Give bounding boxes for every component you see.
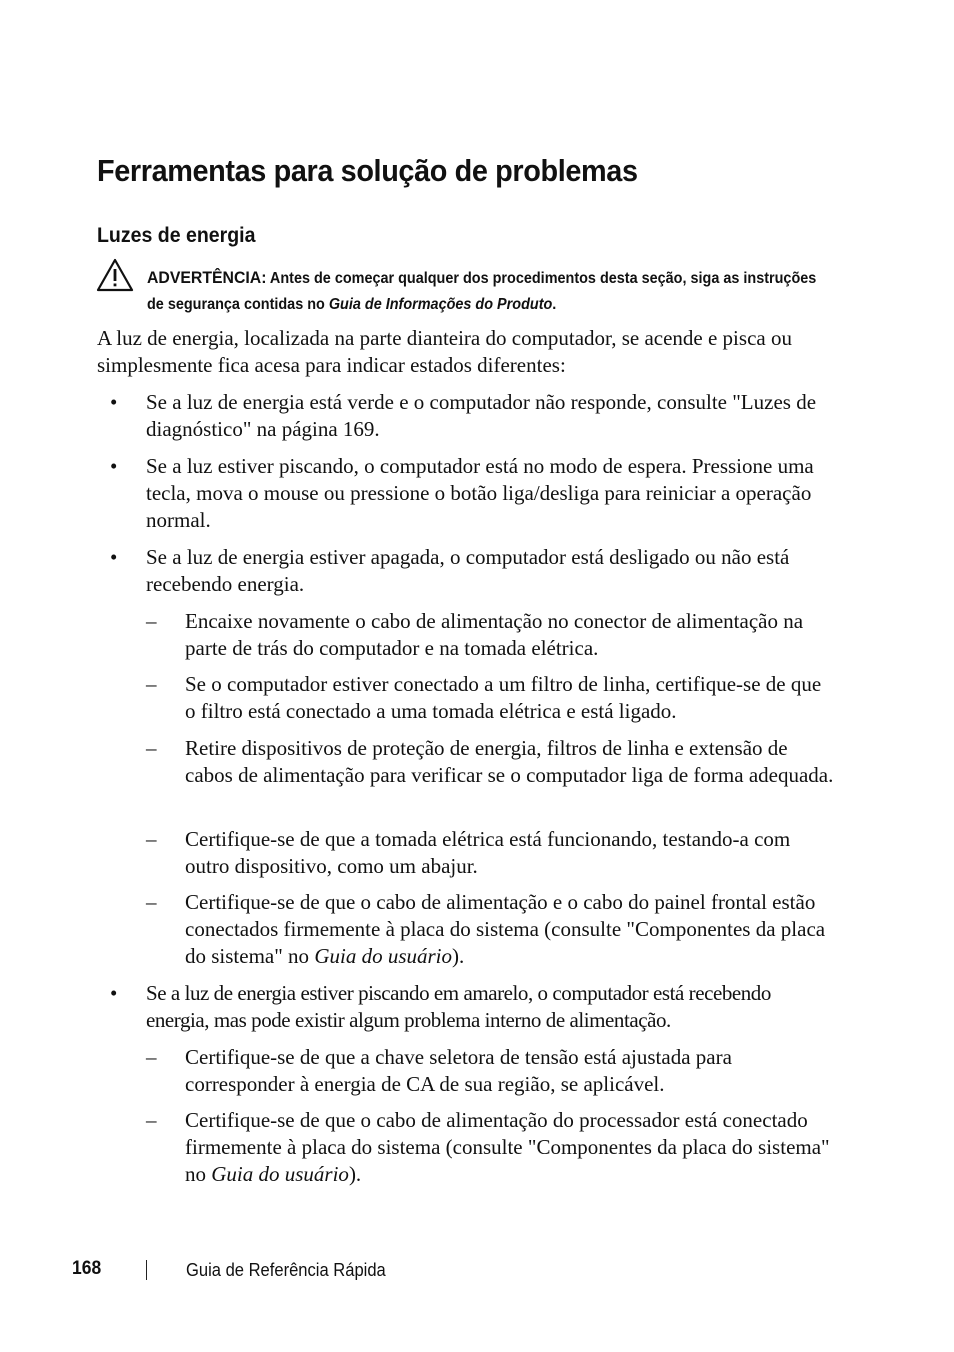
bullet-item-amber: Se a luz de energia estiver piscando em amarelo, o computador está recebendo energia, mas pode existir algum problema interno de alimentação. <box>146 981 771 1032</box>
sub-item-test-outlet: Certifique-se de que a tomada elétrica está funcionando, testando-a com outro dispositivo, como um abajur. <box>185 827 791 878</box>
dash-marker: – <box>146 890 157 914</box>
intro-paragraph: A luz de energia, localizada na parte dianteira do computador, se acende e pisca ou simplesmente fica acesa para indicar estados diferentes: <box>97 326 792 377</box>
sub-item-processor-cable <box>185 1107 835 1188</box>
warning-period: . <box>552 296 557 313</box>
warning-label: ADVERTÊNCIA: <box>147 268 267 287</box>
dash-marker: – <box>146 609 157 633</box>
sub-item-reconnect-cable: Encaixe novamente o cabo de alimentação no conector de alimentação na parte de trás do computador e na tomada elétrica. <box>185 609 804 660</box>
bullet-item-off: Se a luz de energia estiver apagada, o computador está desligado ou não está recebendo energia. <box>146 545 790 596</box>
warning-text: Antes de começar qualquer dos procedimentos desta seção, siga as instruções de segurança contidas no <box>147 270 817 313</box>
bullet-item-green: Se a luz de energia está verde e o computador não responde, consulte "Luzes de diagnóstico" na página 169. <box>146 390 817 441</box>
dash-marker: – <box>146 1045 157 1069</box>
sub-item-text: Certifique-se de que o cabo de alimentação do processador está conectado firmemente à placa do sistema (consulte "Componentes da placa do sistema" no <box>185 1108 830 1186</box>
dash-marker: – <box>146 827 157 851</box>
sub-item-remove-protection: Retire dispositivos de proteção de energia, filtros de linha e extensão de cabos de alimentação para verificar se o computador liga de forma adequada. <box>185 736 834 787</box>
dash-marker: – <box>146 736 157 760</box>
sub-item-text-end: ). <box>348 1162 362 1186</box>
bullet-item-blinking: Se a luz estiver piscando, o computador está no modo de espera. Pressione uma tecla, mova o mouse ou pressione o botão liga/desliga para reiniciar a operação normal. <box>146 454 814 532</box>
footer-divider <box>146 1260 147 1280</box>
bullet-marker: • <box>110 454 118 478</box>
sub-item-text: Certifique-se de que o cabo de alimentação e o cabo do painel frontal estão conectados firmemente à placa do sistema (consulte "Componentes da placa do sistema" no <box>185 890 826 968</box>
dash-marker: – <box>146 1108 157 1132</box>
user-guide-reference: Guia do usuário <box>314 944 452 968</box>
sub-item-voltage-switch: Certifique-se de que a chave seletora de tensão está ajustada para corresponder à energia de CA de sua região, se aplicável. <box>185 1045 732 1096</box>
sub-item-power-strip: Se o computador estiver conectado a um filtro de linha, certifique-se de que o filtro está conectado a uma tomada elétrica e está ligado. <box>185 672 822 723</box>
dash-marker: – <box>146 672 157 696</box>
section-heading: Luzes de energia <box>97 224 256 247</box>
page-title: Ferramentas para solução de problemas <box>97 153 638 188</box>
warning-product-guide: Guia de Informações do Produto <box>328 296 553 313</box>
bullet-marker: • <box>110 390 118 414</box>
warning-icon <box>96 258 134 292</box>
user-guide-reference: Guia do usuário <box>211 1162 349 1186</box>
warning-note <box>147 265 817 318</box>
footer-doc-title: Guia de Referência Rápida <box>186 1260 386 1280</box>
bullet-marker: • <box>110 981 118 1005</box>
page-number: 168 <box>72 1258 102 1279</box>
sub-item-front-panel-cable <box>185 889 835 970</box>
sub-item-text-end: ). <box>452 944 465 968</box>
bullet-marker: • <box>110 545 118 569</box>
